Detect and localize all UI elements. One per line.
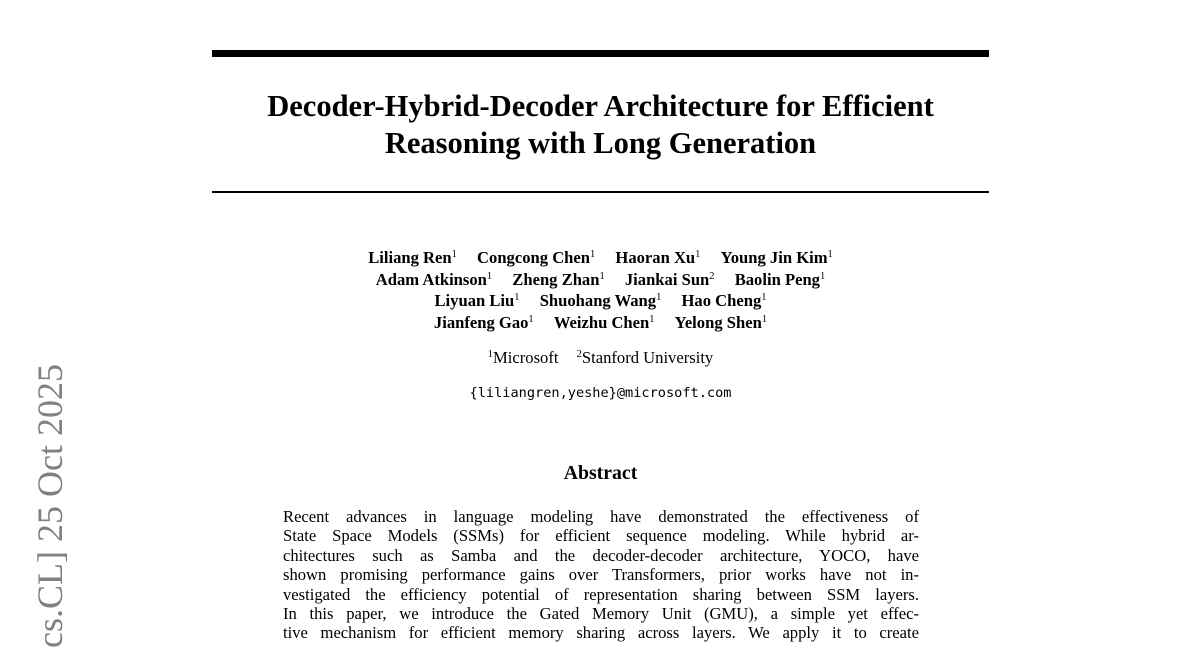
author: Liliang Ren$^1$ — [368, 248, 457, 267]
abstract-line: tive mechanism for efficient memory sharing across layers. We apply it to create — [283, 623, 919, 643]
author-block — [212, 247, 989, 333]
author: Weizhu Chen$^1$ — [553, 312, 655, 332]
author: Jiankai Sun$^2$ — [624, 269, 715, 289]
abstract-body — [283, 507, 919, 643]
author: Adam Atkinson$^1$ — [375, 269, 493, 289]
affiliations — [212, 347, 989, 369]
author-email: {liliangren,yeshe}@microsoft.com — [469, 385, 732, 401]
title-top-rule — [212, 50, 989, 57]
title-line: Decoder-Hybrid-Decoder Architecture for Efficient — [267, 89, 934, 123]
title-line: Reasoning with Long Generation — [384, 126, 817, 160]
abstract-line: State Space Models (SSMs) for efficient sequence modeling. While hybrid ar- — [283, 526, 919, 546]
affiliation: $^1$Microsoft — [487, 348, 559, 367]
abstract-heading: Abstract — [563, 462, 638, 484]
abstract-line: vestigated the efficiency potential of representation sharing between SSM layers. — [283, 584, 919, 604]
abstract-line: In this paper, we introduce the Gated Memory Unit (GMU), a simple yet effec- — [283, 604, 919, 624]
abstract-line: chitectures such as Samba and the decoder-decoder architecture, YOCO, have — [283, 545, 919, 565]
author-line — [212, 290, 989, 312]
author-line — [212, 312, 989, 334]
affiliation: $^2$Stanford University — [576, 348, 714, 367]
title-bottom-rule — [212, 191, 989, 193]
author: Baolin Peng$^1$ — [734, 269, 826, 289]
author-line — [212, 247, 989, 269]
abstract-line: shown promising performance gains over Transformers, prior works have not in- — [283, 565, 919, 585]
author: Young Jin Kim$^1$ — [720, 248, 833, 267]
author: Shuohang Wang$^1$ — [539, 291, 662, 310]
arxiv-identifier-stamp: cs.CL] 25 Oct 2025 — [30, 364, 70, 648]
author: Yelong Shen$^1$ — [674, 312, 768, 332]
author: Zheng Zhan$^1$ — [512, 269, 605, 289]
author: Hao Cheng$^1$ — [681, 291, 767, 310]
author: Congcong Chen$^1$ — [477, 248, 596, 267]
author: Jianfeng Gao$^1$ — [433, 312, 534, 332]
abstract-line: Recent advances in language modeling have demonstrated the effectiveness of — [283, 507, 919, 526]
author-line — [212, 269, 989, 291]
author: Haoran Xu$^1$ — [615, 248, 701, 267]
paper-title — [212, 88, 989, 162]
author: Liyuan Liu$^1$ — [434, 291, 520, 310]
